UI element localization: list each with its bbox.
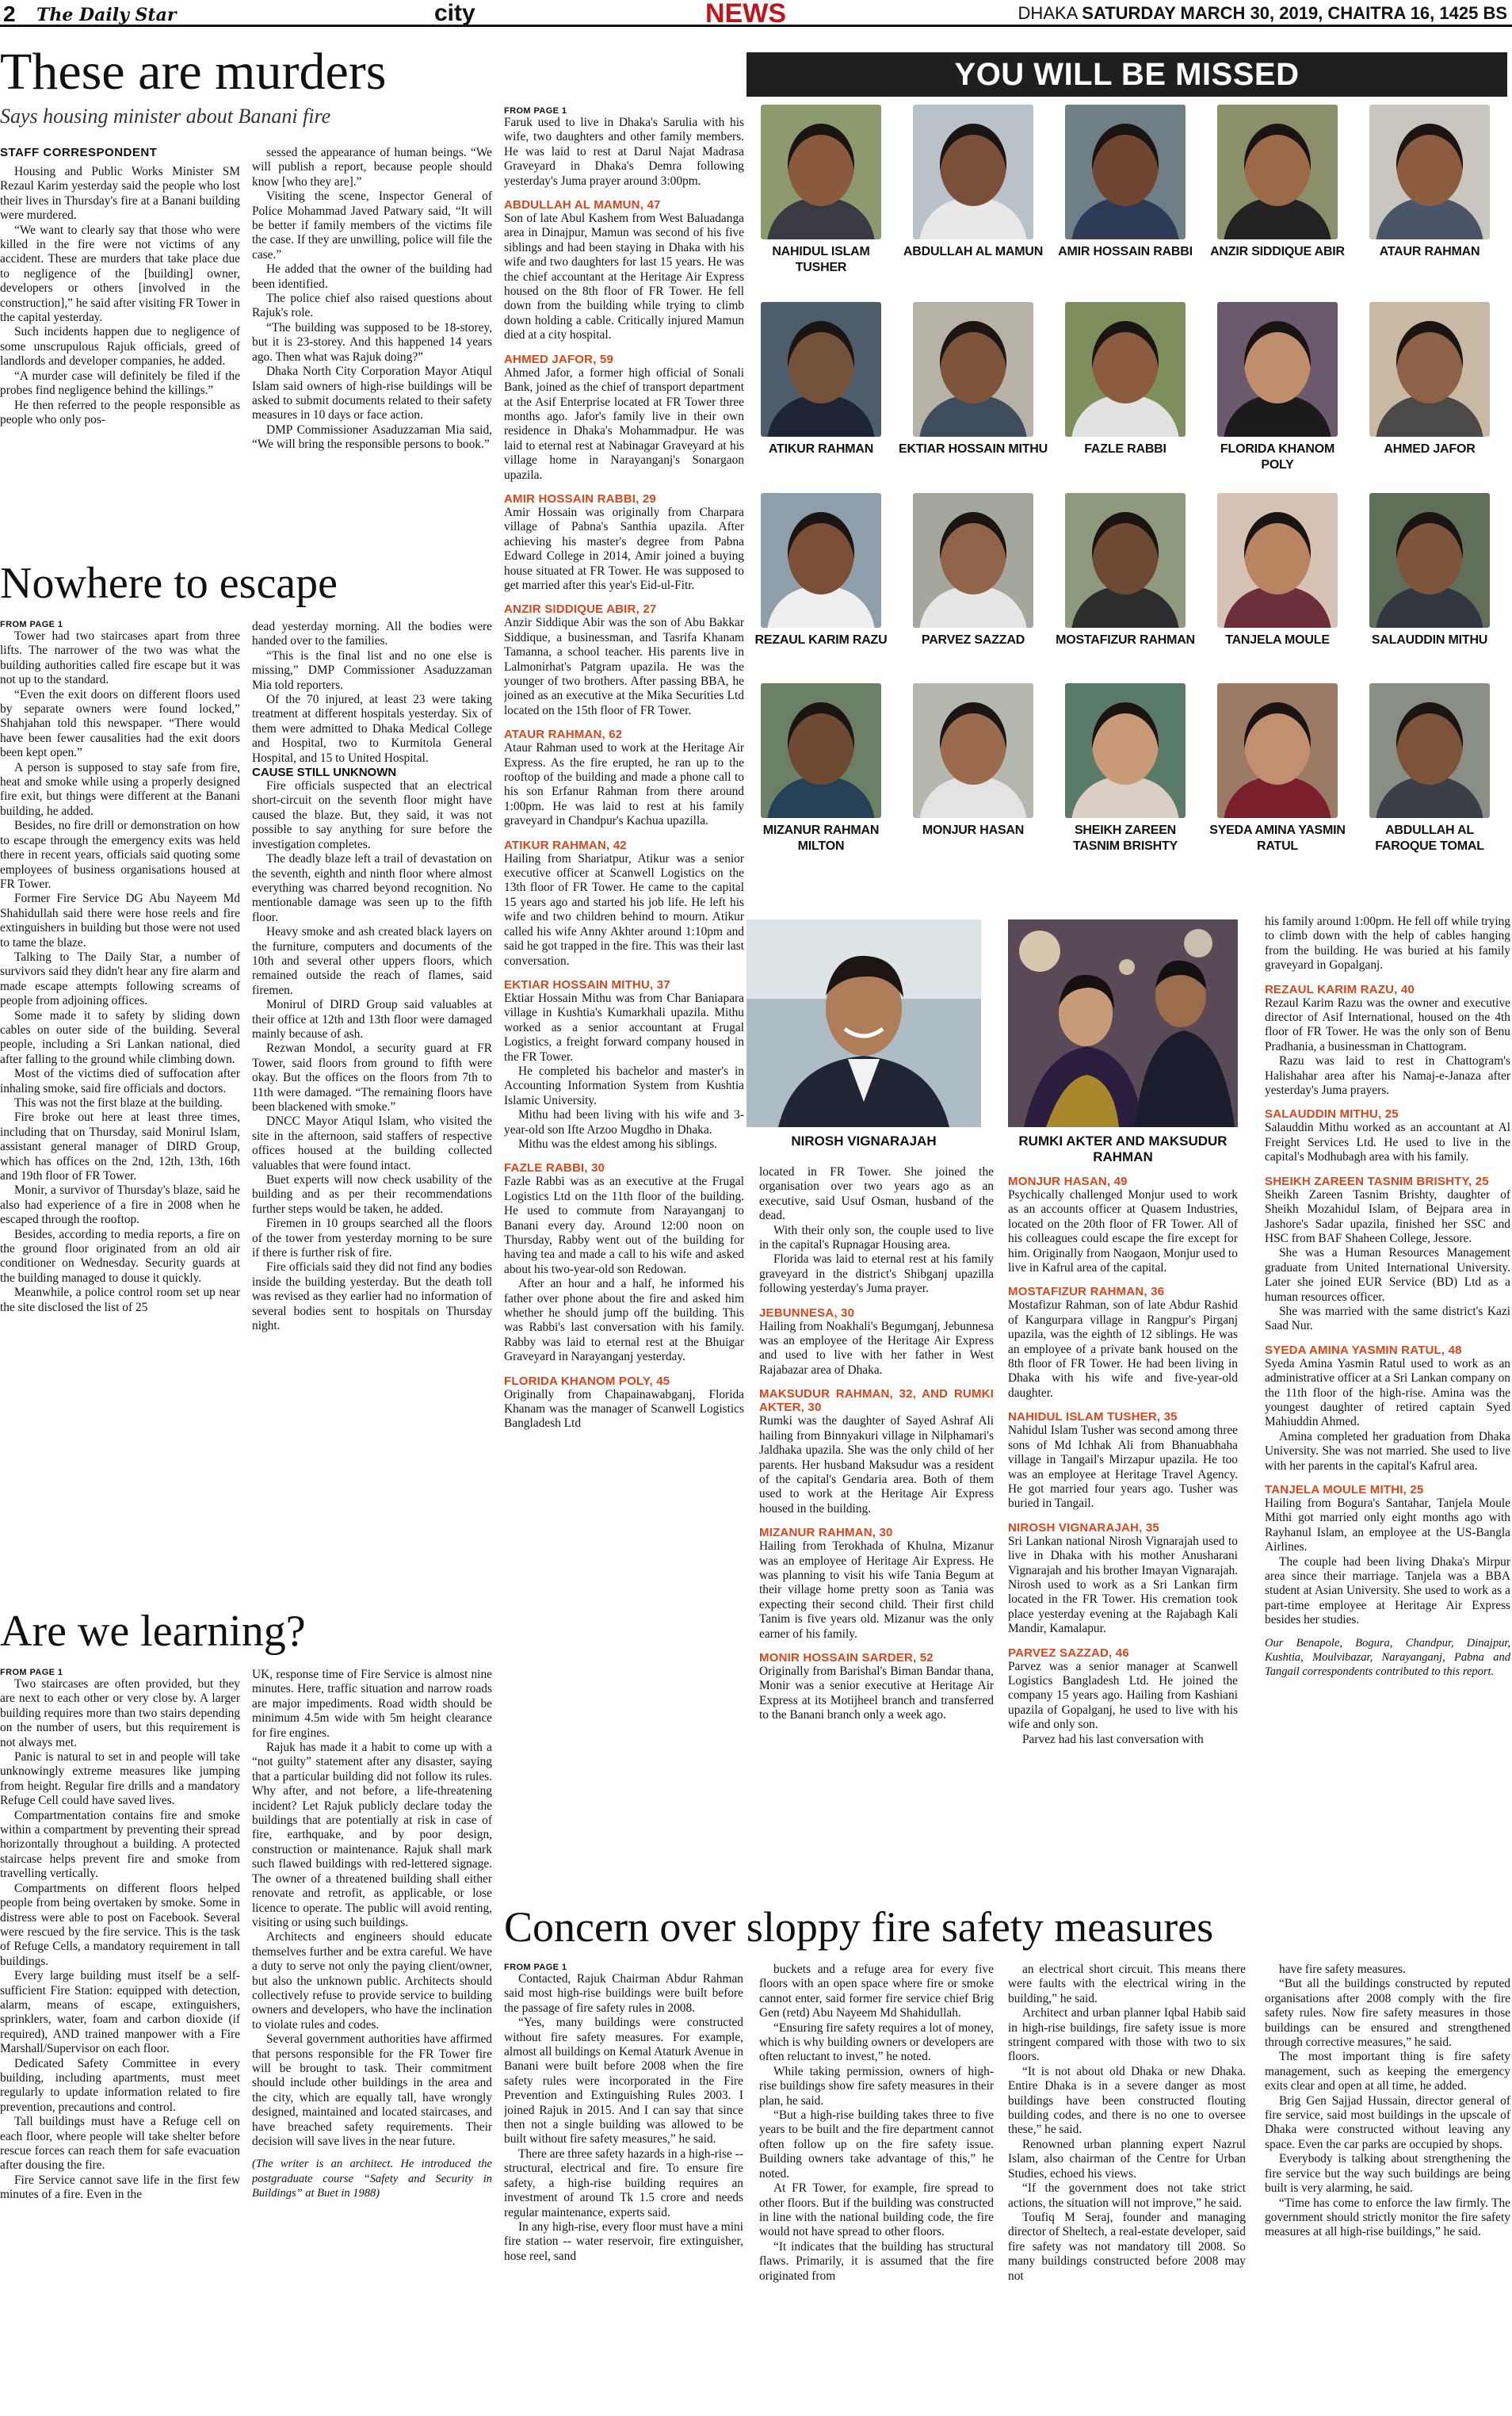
paragraph: Dedicated Safety Committee in every building, including apartments, must meet regularly to update information related to fire prevention, precautions and control.	[0, 2056, 240, 2114]
victim-name: AHMED JAFOR	[1384, 442, 1476, 456]
story2-col1-body	[0, 629, 240, 1315]
victim-photo	[761, 105, 881, 239]
paragraph: “This is the final list and no one else is missing,” DMP Commissioner Asaduzzaman Mia told reporters.	[252, 648, 492, 692]
photo-caption-nirosh: NIROSH VIGNARAJAH	[791, 1133, 937, 1149]
victim-paragraph: After an hour and a half, he informed his father over phone about the fire and asked him whether he should jump off the building. This was Rabbi's last conversation with his family. Rabby was laid to eternal rest at the Bhuigar Graveyard in Narayanganj yesterday.	[504, 1277, 744, 1364]
victim-paragraph: Sheikh Zareen Tasnim Brishty, daughter of Sheikh Mozahidul Islam, of Bejpara area in Jashore's Sadar upazila, finished her SSC and HSC from BAF Shaheen College, Jessore.	[1265, 1187, 1510, 1245]
victim-heading: SHEIKH ZAREEN TASNIM BRISHTY, 25	[1265, 1174, 1489, 1188]
victim-paragraph: She was married with the same district's Kazi Saad Nur.	[1265, 1304, 1510, 1333]
victim-heading: PARVEZ SAZZAD, 46	[1008, 1646, 1129, 1660]
section-city: city	[434, 0, 475, 26]
victim-heading: MOSTAFIZUR RAHMAN, 36	[1008, 1285, 1165, 1299]
paragraph: DMP Commissioner Asaduzzaman Mia said, “We will bring the responsible persons to book.”	[252, 422, 492, 452]
paragraph: Brig Gen Sajjad Hussain, director general of fire service, said most buildings in the upscale of Dhaka were constructed without leaving any space. Even the car parks are occupied by shops.	[1265, 2093, 1510, 2151]
story4-col3	[1008, 1963, 1246, 2411]
story4-col1	[504, 1963, 743, 2411]
paragraph: Contacted, Rajuk Chairman Abdur Rahman said most high-rise buildings were built before the passage of fire safety rules in 2008.	[504, 1972, 743, 2015]
victim-photo	[913, 105, 1033, 239]
obits-intro: Faruk used to live in Dhaka's Sarulia with his wife, two daughters and other family members. He was laid to rest at Darul Najat Madrasa Graveyard in Dhaka's Demra following yesterday's Juma prayer around 3:00pm.	[504, 116, 744, 188]
paragraph: Besides, according to media reports, a fire on the ground floor originated from an old air conditioner on Wednesday. Security guards at the building managed to douse it quickly.	[0, 1227, 240, 1285]
victim-paragraph: Parvez was a senior manager at Scanwell Logistics Bangladesh Ltd. He joined the company 15 years ago. Hailing from Kashiani upazila of Gopalganj, he used to live with his wife and only son.	[1008, 1659, 1238, 1732]
masthead	[0, 0, 1512, 27]
victim-photo-face	[1396, 702, 1463, 785]
paragraph: The deadly blaze left a trail of devastation on the seventh, eighth and ninth floor where almost everything was charred beyond recognition. No mentionable damage was seen up to the fifth floor.	[252, 852, 492, 924]
victim-photo	[1217, 302, 1338, 437]
victim-heading: NIROSH VIGNARAJAH, 35	[1008, 1520, 1159, 1535]
victim-paragraph: Mithu had been living with his wife and 3-year-old son Ifte Arzoo Mugdho in Dhaka.	[504, 1108, 744, 1137]
paragraph: Every large building must itself be a self-sufficient Fire Station: equipped with detection, alarm, means of escape, extinguishers, sprinklers, water, foam and carbon dioxide (if required), AND trained manpower with a Fire Marshall/Supervisor on each floor.	[0, 1969, 240, 2056]
paragraph: The most important thing is fire safety management, such as keeping the emergency exits clear and open at all time, he added.	[1265, 2050, 1510, 2093]
victim-paragraph: Amir Hossain was originally from Charpara village of Pabna's Santhia upazila. After achieving his master's degree from Pabna Edward College in 2014, Amir joined a buying house situated at FR Tower. He was supposed to get married after this year's Eid-ul-Fitr.	[504, 505, 744, 592]
paragraph: “Ensuring fire safety requires a lot of money, which is why building owners or developers are often reluctant to invest,” he noted.	[759, 2020, 994, 2064]
victim-paragraph: Hailing from Bogura's Santahar, Tanjela Moule Mithi got married only eight months ago with Rayhanul Islam, an employee at the US-Bangla Airlines.	[1265, 1497, 1510, 1554]
obits-col1	[504, 106, 744, 1858]
story3-writer-note: (The writer is an architect. He introduced the postgraduate course “Safety and Security in Buildings” at Buet in 1988)	[252, 2158, 492, 2200]
victim-photo	[913, 302, 1033, 437]
paragraph: Rajuk has made it a habit to come up with a “not guilty” statement after any disaster, saying that a particular building did not follow its rules. Why after, and not before, a life-threatening incident? Let Rajuk publicly declare today the buildings that are potentially at risk in case of fire, earthquake, and by poor design, construction or maintenance. Rajuk shall mark such flawed buildings with red-lettered signage. The owner of a threatened building shall either renovate and retrofit, as applicable, or lose licence to operate. The public will avoid renting, visiting or using such buildings.	[252, 1741, 492, 1929]
victim-name: SALAUDDIN MITHU	[1371, 633, 1488, 647]
victim-heading: MIZANUR RAHMAN, 30	[759, 1526, 893, 1540]
paragraph: “Even the exit doors on different floors used by separate owners were found locked,” Shahjahan told this newspaper. “There would have been fewer causalities had the exit doors been kept open.”	[0, 687, 240, 760]
victim-photo-face	[788, 512, 854, 594]
victim-paragraph: Rezaul Karim Razu was the owner and executive director of Asif International, housed on the 4th floor of FR Tower. He was the only son of Benu Pradhania, a businessman in Chattogram.	[1265, 996, 1510, 1053]
victim-photo-face	[1092, 512, 1159, 594]
victim-paragraph: Salauddin Mithu worked as an accountant at Al Freight Services Ltd. He used to live in the capital's Modhubagh area with his family.	[1265, 1121, 1510, 1164]
paragraph: He then referred to the people responsible as people who only pos-	[0, 398, 240, 426]
paragraph: Toufiq M Seraj, founder and managing director of Sheltech, a real-estate developer, said fire safety was not mandatory till 2008. So many buildings constructed before 2008 may not	[1008, 2210, 1246, 2283]
victim-photo	[761, 493, 881, 628]
paragraph: Heavy smoke and ash created black layers on the furniture, computers and documents of the 10th and several other uppers floors, which remained outside the reach of flames, said firemen.	[252, 925, 492, 997]
story1-byline: STAFF CORRESPONDENT	[0, 146, 158, 159]
obits-col3	[1008, 1165, 1238, 1879]
victim-photo-face	[940, 124, 1006, 206]
story3-col2	[252, 1668, 492, 2413]
paragraph: Besides, no fire drill or demonstration on how to escape through the emergency exits was held there in recent years, officials said quoting some employees of business organisations housed at FR Tower.	[0, 819, 240, 891]
victim-paragraph: Sri Lankan national Nirosh Vignarajah used to live in Dhaka with his mother Anusharani Vignarajah and his brother Imayan Vignarajah. Nirosh used to work as a Sri Lankan firm located in the FR Tower. His cremation took place yesterday evening at the Rajabagh Kali Mandir, Kamalapur.	[1008, 1534, 1238, 1636]
story2-col2-body-b	[252, 779, 492, 1333]
dateline	[1018, 3, 1507, 24]
paragraph: Architects and engineers should educate themselves further and be extra careful. We have a duty to serve not only the paying client/owner, but also the unknown public. Architects should collectively refuse to provide service to building owners and developers, who have the inclination to violate rules and codes.	[252, 1930, 492, 2032]
paragraph: DNCC Mayor Atiqul Islam, who visited the site in the afternoon, said staffers of respective offices housed at the building collected valuables that were found intact.	[252, 1114, 492, 1172]
you-will-be-missed-banner: YOU WILL BE MISSED	[746, 52, 1507, 97]
victim-name: ABDULLAH AL FAROQUE TOMAL	[1375, 824, 1484, 853]
paragraph: UK, response time of Fire Service is almost nine minutes. Here, traffic situation and narrow roads are major impediments. Road width should be minimum 4.5m wide with 5m height clearance for fire engines.	[252, 1668, 492, 1740]
victim-paragraph: He completed his bachelor and master's in Accounting Information System from Kushtia Islamic University.	[504, 1064, 744, 1107]
paragraph: “Time has come to enforce the law firmly. The government should strictly monitor the fire safety measures at all high-rise buildings,” he said.	[1265, 2196, 1510, 2239]
obits-from: FROM PAGE 1	[504, 106, 567, 116]
paragraph: “We want to clearly say that those who were killed in the fire were not victims of any accident. These are murders that take place due to negligence of the [building] owner, developers or others [involved in the construction],” he said after visiting FR Tower in the capital yesterday.	[0, 223, 240, 325]
victim-heading: AMIR HOSSAIN RABBI, 29	[504, 491, 656, 506]
paragraph: Renowned urban planning expert Nazrul Islam, also chairman of the Centre for Urban Studies, echoed his views.	[1008, 2137, 1246, 2181]
obits-col2-entries	[759, 1165, 994, 1723]
paragraph: Talking to The Daily Star, a number of survivors said they didn't hear any fire alarm and made escape attempts following screams of people from adjoining offices.	[0, 950, 240, 1008]
victim-paragraph: Rumki was the daughter of Sayed Ashraf Ali hailing from Binnyakuri village in Nilphamari's Jaldhaka upazila. She was the only child of her parents. Her husband Maksudur was a resident of the capital's Gendaria area. Both of them used to work at the Heritage Air Express housed in the building.	[759, 1414, 994, 1516]
photo-rumki-maksudur	[1008, 919, 1238, 1127]
victim-photo-face	[1244, 702, 1311, 785]
paragraph: Fire broke out here at least three times, including that on Thursday, said Monirul Islam, assistant general manager of DIRD Group, which has offices on the 2nd, 12th, 13th, 16th and 19th floor of FR Tower.	[0, 1111, 240, 1183]
victim-photo-face	[940, 512, 1006, 594]
obits-col1-entries	[504, 198, 744, 1432]
victim-photo-face	[1396, 512, 1463, 594]
victim-paragraph: Nahidul Islam Tusher was second among three sons of Md Ichhak Ali from Bhanuabhaha village in Tangail's Mirzapur upazila. He too was an employee at Heritage Travel Agency. He got married four years ago. Tusher was buried in Tangail.	[1008, 1424, 1238, 1511]
victim-heading: TANJELA MOULE MITHI, 25	[1265, 1483, 1424, 1497]
victim-name: MIZANUR RAHMAN MILTON	[762, 824, 880, 853]
paragraph: Compartmentation contains fire and smoke within a compartment by preventing their spread horizontally throughout a building. A protected staircase helps prevent fire and smoke from travelling vertically.	[0, 1808, 240, 1881]
paragraph: Fire Service cannot save life in the first few minutes of a fire. Even in the	[0, 2173, 240, 2202]
story1-col1	[0, 165, 240, 561]
victim-name: TANJELA MOULE	[1225, 633, 1330, 647]
story4-headline: Concern over sloppy fire safety measures	[504, 1903, 1214, 1951]
victim-paragraph: Fazle Rabbi was as an executive at the Frugal Logistics Ltd on the 11th floor of the building. He used to commute from Narayanganj to Banani every day. Around 12:00 noon on Thursday, Rabby went out of the building for having tea and made a call to his wife and asked about his two-year-old son Redowan.	[504, 1175, 744, 1276]
victim-photo-face	[788, 321, 854, 403]
victim-heading: ATAUR RAHMAN, 62	[504, 728, 623, 742]
paragraph: Some made it to safety by sliding down cables on outer side of the building. Several people, including a Sri Lankan national, died after falling to the ground while climbing down.	[0, 1008, 240, 1066]
story3-col1-body	[0, 1677, 240, 2203]
victim-photo-face	[1092, 321, 1159, 403]
victim-paragraph: located in FR Tower. She joined the organisation over two years ago as an executive, said Usuf Osman, husband of the dead.	[759, 1165, 994, 1223]
victim-photo	[913, 683, 1033, 818]
victim-name: NAHIDUL ISLAM TUSHER	[772, 245, 870, 274]
story1-subhead: Says housing minister about Banani fire	[0, 105, 331, 128]
paragraph: Dhaka North City Corporation Mayor Atiqul Islam said owners of high-rise buildings will be asked to submit documents related to their safety measures in 10 days or face action.	[252, 365, 492, 422]
paragraph: “A murder case will definitely be filed if the probes find negligence behind the killings.”	[0, 369, 240, 398]
story2-headline: Nowhere to escape	[0, 559, 338, 608]
victim-photo	[1065, 493, 1186, 628]
victim-photo-face	[940, 702, 1006, 785]
obits-col4	[1265, 915, 1510, 1891]
paragraph: Two staircases are often provided, but they are next to each other or very close by. A larger building requires more than two stairs depending on the number of users, but this requirement is not always met.	[0, 1677, 240, 1749]
victim-photo-face	[788, 124, 854, 206]
victim-photo-face	[1244, 321, 1311, 403]
victim-photo-face	[1396, 321, 1463, 403]
victim-paragraph: Ektiar Hossain Mithu was from Char Baniapara village in Kushtia's Kumarkhali upazila. Mithu worked as a senior accountant at Frugal Logistics, a freight forward company housed in the FR Tower.	[504, 991, 744, 1064]
couple-image	[1008, 919, 1238, 1127]
paragraph: The police chief also raised questions about Rajuk's role.	[252, 292, 492, 320]
victim-heading: AHMED JAFOR, 59	[504, 352, 614, 366]
paragraph: Monir, a survivor of Thursday's blaze, said he also had experience of a fire in 2008 when he escaped through the rooftop.	[0, 1183, 240, 1227]
victim-paragraph: Ahmed Jafor, a former high official of Sonali Bank, joined as the chief of transport department at the Asif Enterprise located at FR Tower three months ago. Jafor's family live in their own residence in Dhaka's Mohammadpur. He was laid to eternal rest at Nabinagar Graveyard at his village home in Narayanganj's Sonargaon upazila.	[504, 365, 744, 482]
victim-paragraph: Parvez had his last conversation with	[1022, 1732, 1204, 1746]
victim-paragraph: Originally from Chapainawabganj, Florida Khanam was the manager of Scanwell Logistics Bangladesh Ltd	[504, 1387, 744, 1431]
victim-paragraph: Razu was laid to rest in Chattogram's Halishahar area after his Namaj-e-Janaza after yesterday's Juma prayers.	[1265, 1054, 1510, 1098]
page-number: 2	[3, 2, 16, 26]
paragraph: Compartments on different floors helped people from being overtaken by smoke. Some in distress were able to post on Facebook. Several were rescued by the fire service. This is the task of Refuge Cells, a mandatory requirement in tall buildings.	[0, 1881, 240, 1968]
victim-heading: SYEDA AMINA YASMIN RATUL, 48	[1265, 1343, 1462, 1357]
victim-photo-face	[1244, 124, 1311, 206]
victim-paragraph: Anzir Siddique Abir was the son of Abu Bakkar Siddique, a businessman, and Tasrifa Khanam Tamanna, a school teacher. His parents live in Lalmonirhat's Patgram upazila. He was the younger of two brothers. After passing BBA, he joined as an executive at the Mika Securities Ltd located on the 15th floor of FR Tower.	[504, 616, 744, 717]
victim-heading: JEBUNNESA, 30	[759, 1305, 855, 1320]
story4-col4	[1265, 1963, 1510, 2411]
paragraph: Several government authorities have affirmed that persons responsible for the FR Tower fire will be brought to task. Their commitment should include other buildings in the area and the city, which are equally tall, have wrongly designed, maintained and located staircases, and have breached safety requirements. Their decision will save lives in the near future.	[252, 2032, 492, 2148]
paragraph: Most of the victims died of suffocation after inhaling smoke, said fire officials and doctors.	[0, 1067, 240, 1095]
paper-name: The Daily Star	[36, 5, 177, 25]
dateline-city: DHAKA	[1018, 3, 1078, 23]
paragraph: dead yesterday morning. All the bodies were handed over to the families.	[252, 620, 492, 648]
paragraph: Firemen in 10 groups searched all the floors of the tower from yesterday morning to be sure if there is further risk of fire.	[252, 1217, 492, 1260]
victim-paragraph: Psychically challenged Monjur used to work as an accounts officer at Quasem Industries, located on the 20th floor of FR Tower. All of his colleagues could escape the fire except for him. Originally from Naogaon, Monjur used to live in Kafrul area of the capital.	[1008, 1188, 1238, 1275]
victim-paragraph: She was a Human Resources Management graduate from United International University. Later she joined EUR Service (BD) Ltd as a human resources officer.	[1265, 1246, 1510, 1304]
victim-name: MOSTAFIZUR RAHMAN	[1056, 633, 1195, 647]
victim-photo-face	[788, 702, 854, 785]
paragraph: Rezwan Mondol, a security guard at FR Tower, said floors from ground to fifth were okay. But the offices on the floors from 7th to 11th were damaged. “The remaining floors have been blackened with smoke.”	[252, 1042, 492, 1114]
paragraph: At FR Tower, for example, fire spread to other floors. But if the building was constructed in line with the national building code, the fire would not have spread to other floors.	[759, 2181, 994, 2239]
story3-headline: Are we learning?	[0, 1607, 306, 1656]
victim-heading: MONJUR HASAN, 49	[1008, 1175, 1128, 1188]
victim-paragraph: The couple had been living Dhaka's Mirpur area since their marriage. Tanjela was a BBA student at Asian University. She used to work as a part-time employee at Heritage Air Express besides her studies.	[1265, 1554, 1510, 1627]
victim-photo	[1065, 105, 1186, 239]
story1-col2	[252, 146, 492, 561]
story4-col1-body	[504, 1972, 743, 2264]
paragraph: Buet experts will now check usability of the building and as per their recommendations further steps would be taken, he added.	[252, 1173, 492, 1216]
victim-photo	[1369, 683, 1490, 818]
paragraph: Meanwhile, a police control room set up near the site disclosed the list of 25	[0, 1286, 240, 1314]
paragraph: Everybody is talking about strengthening the fire service but the way such buildings are being built is very alarming, he said.	[1265, 2152, 1510, 2196]
paragraph: While taking permission, owners of high-rise buildings show fire safety measures in their plan, he said.	[759, 2064, 994, 2108]
paragraph: “It is not about old Dhaka or new Dhaka. Entire Dhaka is in a severe danger as most buildings have been constructed flouting building codes, and there is no one to oversee these,” he said.	[1008, 2064, 1246, 2137]
story3-col1	[0, 1668, 240, 2413]
obits-col4-intro: his family around 1:00pm. He fell off while trying to climb down with the help of cables hanging from the building. He was buried at his family graveyard in Gopalganj.	[1265, 915, 1510, 973]
photo-nirosh-vignarajah	[746, 919, 981, 1127]
story2-col1	[0, 620, 240, 1601]
victim-heading: ANZIR SIDDIQUE ABIR, 27	[504, 602, 657, 617]
story1-headline: These are murders	[0, 43, 387, 101]
obits-col4-entries	[1265, 983, 1510, 1628]
victim-photo	[1217, 493, 1338, 628]
victim-photo	[913, 493, 1033, 628]
victim-name: FLORIDA KHANOM POLY	[1220, 442, 1335, 472]
story4-from: FROM PAGE 1	[504, 1963, 567, 1972]
victim-heading: REZAUL KARIM RAZU, 40	[1265, 982, 1415, 996]
victim-photo-face	[1244, 512, 1311, 594]
victim-photo-face	[940, 321, 1006, 403]
paragraph: buckets and a refuge area for every five floors with an open space where fire or smoke cannot enter, said former fire service chief Brig Gen (retd) Abu Nayeem Md Shahidullah.	[759, 1963, 994, 2020]
victim-heading: FLORIDA KHANOM POLY, 45	[504, 1374, 670, 1388]
paragraph: an electrical short circuit. This means there were faults with the electrical wiring in the building,” he said.	[1008, 1963, 1246, 2005]
victim-paragraph: Son of late Abul Kashem from West Baluadanga area in Dinajpur, Mamun was second of his five siblings and had been staying in Dhaka with his wife and two daughters for last 15 years. He was the chief accountant at the Heritage Air Express housed on the 8th floor of FR Tower. He fell down from the building while trying to climb down holding a cable. Critically injured Mamun died at a city hospital.	[504, 212, 744, 342]
victim-photo-face	[1396, 124, 1463, 206]
section-news: NEWS	[705, 0, 786, 29]
paragraph: Panic is natural to set in and people will take unknowingly extreme measures like jumping from height. Regular fire drills and a mandatory Refuge Cell could have saved lives.	[0, 1750, 240, 1808]
paragraph: There are three safety hazards in a high-rise -- structural, electrical and fire. To ensure fire safety, a high-rise building requires an investment of around Tk 1.5 crore and needs regular maintenance, experts said.	[504, 2146, 743, 2219]
victim-heading: EKTIAR HOSSAIN MITHU, 37	[504, 977, 670, 992]
victim-heading: NAHIDUL ISLAM TUSHER, 35	[1008, 1410, 1178, 1424]
story2-from: FROM PAGE 1	[0, 620, 63, 629]
victim-photo-face	[1092, 702, 1159, 785]
paragraph: Former Fire Service DG Abu Nayeem Md Shahidullah said there were hose reels and fire extinguishers in building but those were not used to tame the blaze.	[0, 892, 240, 950]
victim-paragraph: Originally from Barishal's Biman Bandar thana, Monir was a senior executive at Heritage Air Express at its Motijheel branch and transferred to the Banani branch only a week ago.	[759, 1664, 994, 1722]
victim-photo	[1369, 105, 1490, 239]
story3-col2-body	[252, 1668, 492, 2149]
paragraph: Of the 70 injured, at least 23 were taking treatment at different hospitals yesterday. Six of them were admitted to Dhaka Medical College and Hospital, two to Kurmitola General Hospital, and 15 to United Hospital.	[252, 693, 492, 765]
victim-paragraph: Ataur Rahman used to work at the Heritage Air Express. As the fire erupted, he ran up to the rooftop of the building and made a phone call to his son Erfanur Rahman from there around 1:00pm. He was laid to rest at his family graveyard in Chandpur's Kachua upazilla.	[504, 741, 744, 828]
paragraph: Tower had two staircases apart from three lifts. The narrower of the two was what the building authorities called fire escape but it was not up to the standard.	[0, 629, 240, 687]
victim-name: EKTIAR HOSSAIN MITHU	[899, 442, 1048, 456]
victim-name: SYEDA AMINA YASMIN RATUL	[1209, 824, 1346, 853]
victim-name: ANZIR SIDDIQUE ABIR	[1210, 245, 1345, 258]
victim-heading: MAKSUDUR RAHMAN, 32, AND RUMKI AKTER, 30	[759, 1387, 994, 1415]
dateline-date: SATURDAY MARCH 30, 2019, CHAITRA 16, 1425 BS	[1082, 3, 1507, 23]
paragraph: Fire officials said they did not find any bodies inside the building yesterday. But the death toll was revised as they earlier had no information of several bodies sent to hospitals on Thursday night.	[252, 1260, 492, 1333]
victim-heading: ABDULLAH AL MAMUN, 47	[504, 198, 661, 212]
victim-photo	[761, 683, 881, 818]
paragraph: Tall buildings must have a Refuge cell on each floor, where people will take shelter before rescue forces can reach them for safe evacuation after dousing the fire.	[0, 2115, 240, 2173]
victim-name: SHEIKH ZAREEN TASNIM BRISHTY	[1072, 824, 1178, 853]
paragraph: Architect and urban planner Iqbal Habib said in high-rise buildings, fire safety issue is more stringent compared with those with two to six floors.	[1008, 2006, 1246, 2064]
paragraph: This was not the first blaze at the building.	[14, 1096, 223, 1110]
victim-photo	[1065, 683, 1186, 818]
paragraph: Housing and Public Works Minister SM Rezaul Karim yesterday said the people who lost their lives in Thursday's fire at a Banani building were murdered.	[0, 165, 240, 223]
victim-name: PARVEZ SAZZAD	[921, 633, 1025, 647]
paragraph: “But all the buildings constructed by reputed organisations after 2008 comply with the fire safety rules. Now fire safety measures in those buildings can be ensured and strengthened through corrective measures,” he said.	[1265, 1977, 1510, 2050]
paragraph: In any high-rise, every floor must have a mini fire station -- water reservoir, fire extinguisher, hose reel, sand	[504, 2219, 743, 2263]
victim-name: AMIR HOSSAIN RABBI	[1058, 245, 1193, 258]
victim-photo-face	[1092, 124, 1159, 206]
obits-col3-entries	[1008, 1175, 1238, 1747]
victim-heading: MONIR HOSSAIN SARDER, 52	[759, 1650, 934, 1665]
paragraph: He added that the owner of the building had been identified.	[252, 262, 492, 291]
paragraph: “Yes, many buildings were constructed without fire safety measures. For example, almost all buildings on Kemal Ataturk Avenue in Banani were built before 2008 when the fire safety rules were incorporated in the Fire Prevention and Extinguishing Rules 2003. I joined Rajuk in 2015. And I can say that since then not a single building was allowed to be built without fire safety measures,” he said.	[504, 2016, 743, 2146]
victim-name: ATIKUR RAHMAN	[768, 442, 874, 456]
victim-paragraph: Mostafizur Rahman, son of late Abdur Rashid of Kangurpara village in Rangpur's Pirganj upazila, was the eighth of 12 siblings. He was an employee of a private bank housed on the 8th floor of FR Tower. He had been living in Dhaka with his wife and five-year-old daughter.	[1008, 1298, 1238, 1400]
paragraph: “But a high-rise building takes three to five years to be built and the fire department cannot often follow up on the fire safety issue. Building owners take advantage of this,” he noted.	[759, 2108, 994, 2181]
victim-photo	[1369, 493, 1490, 628]
victim-paragraph: Hailing from Noakhali's Begumganj, Jebunnesa was an employee of the Heritage Air Express and used to live with her father in West Rajabazar area of Dhaka.	[759, 1319, 994, 1377]
victim-heading: FAZLE RABBI, 30	[504, 1161, 605, 1176]
victim-name: REZAUL KARIM RAZU	[754, 633, 888, 647]
story4-col2	[759, 1963, 994, 2411]
victim-name: ATAUR RAHMAN	[1379, 245, 1480, 258]
victim-paragraph: Mithu was the eldest among his siblings.	[518, 1137, 717, 1151]
victim-paragraph: Florida was laid to eternal rest at his family graveyard in the district's Shibganj upazilla following yesterday's Juma prayer.	[759, 1252, 994, 1296]
obits-correspondents-note: Our Benapole, Bogura, Chandpur, Dinajpur, Kushtia, Moulvibazar, Narayanganj, Pabna and Tangail correspondents contributed to this report.	[1265, 1636, 1510, 1679]
victim-photo	[1369, 302, 1490, 437]
photo-caption-rumki-maksudur: RUMKI AKTER AND MAKSUDUR RAHMAN	[1018, 1133, 1228, 1164]
story3-from: FROM PAGE 1	[0, 1668, 63, 1677]
victim-photo	[1217, 105, 1338, 239]
portrait-image	[746, 919, 981, 1127]
victim-heading: ATIKUR RAHMAN, 42	[504, 838, 627, 852]
paragraph: Visiting the scene, Inspector General of Police Mohammad Javed Patwary said, “It will be better if family members of the victims file the case. If they are unwilling, police will file the case.”	[252, 189, 492, 262]
paragraph: have fire safety measures.	[1279, 1963, 1406, 1976]
victim-name: FAZLE RABBI	[1084, 442, 1166, 456]
paragraph: “If the government does not take strict actions, the situation will not improve,” he said.	[1008, 2181, 1246, 2210]
paragraph: Monirul of DIRD Group said valuables at their office at 12th and 13th floor were damaged mainly because of ash.	[252, 998, 492, 1041]
paragraph: Such incidents happen due to negligence of some unscrupulous Rajuk officials, greed of landlords and developer companies, he added.	[0, 325, 240, 369]
victim-paragraph: Syeda Amina Yasmin Ratul used to work as an administrative officer at a Sri Lankan company on the 11th floor of the high-rise. Amina was the youngest daughter of retired captain Syed Mahiuddin Ahmed.	[1265, 1356, 1510, 1429]
victim-name: MONJUR HASAN	[922, 824, 1025, 837]
victim-photo	[1065, 302, 1186, 437]
victim-photo	[761, 302, 881, 437]
paragraph: Fire officials suspected that an electrical short-circuit on the seventh floor might have caused the blaze. But, they said, it was not possible to say anything for sure before the investigation completes.	[252, 779, 492, 851]
story2-cause-title: CAUSE STILL UNKNOWN	[252, 766, 397, 780]
victim-paragraph: Amina completed her graduation from Dhaka University. She was not married. She used to live with her parents in the capital's Kafrul area.	[1265, 1429, 1510, 1473]
victim-paragraph: With their only son, the couple used to live in the capital's Rupnagar Housing area.	[759, 1223, 994, 1252]
victim-paragraph: Hailing from Terokhada of Khulna, Mizanur was an employee of Heritage Air Express. He was planning to visit his wife Tania Begum at their village home pretty soon as Tania was expecting their second child. Their first child Tanim is five years old. Mizanur was the only earner of his family.	[759, 1539, 994, 1641]
obits-col2	[759, 1165, 994, 1879]
story2-col2	[252, 620, 492, 1601]
paragraph: A person is supposed to stay safe from fire, heat and smoke while using a properly designed fire exit, but things were different at the Banani building, he added.	[0, 760, 240, 818]
story2-col2-body-a	[252, 620, 492, 766]
paragraph: sessed the appearance of human beings. “We will publish a report, because people should know [who they are].”	[252, 146, 492, 189]
victim-name: ABDULLAH AL MAMUN	[903, 245, 1044, 258]
victim-heading: SALAUDDIN MITHU, 25	[1265, 1107, 1399, 1122]
paragraph: “The building was supposed to be 18-storey, but it is 23-storey. And this happened 14 years ago. Then what was Rajuk doing?”	[252, 320, 492, 364]
victim-paragraph: Hailing from Shariatpur, Atikur was a senior executive officer at Scanwell Logistics on the 13th floor of FR Tower. He came to the capital 15 years ago and started his job life. He left his wife and two children behind to mourn. Atikur called his wife Anny Akhter around 1:10pm and said he got trapped in the fire. This was their last conversation.	[504, 851, 744, 968]
paragraph: “It indicates that the building has structural flaws. Primarily, it is assumed that the fire originated from	[759, 2239, 994, 2283]
victim-photo	[1217, 683, 1338, 818]
